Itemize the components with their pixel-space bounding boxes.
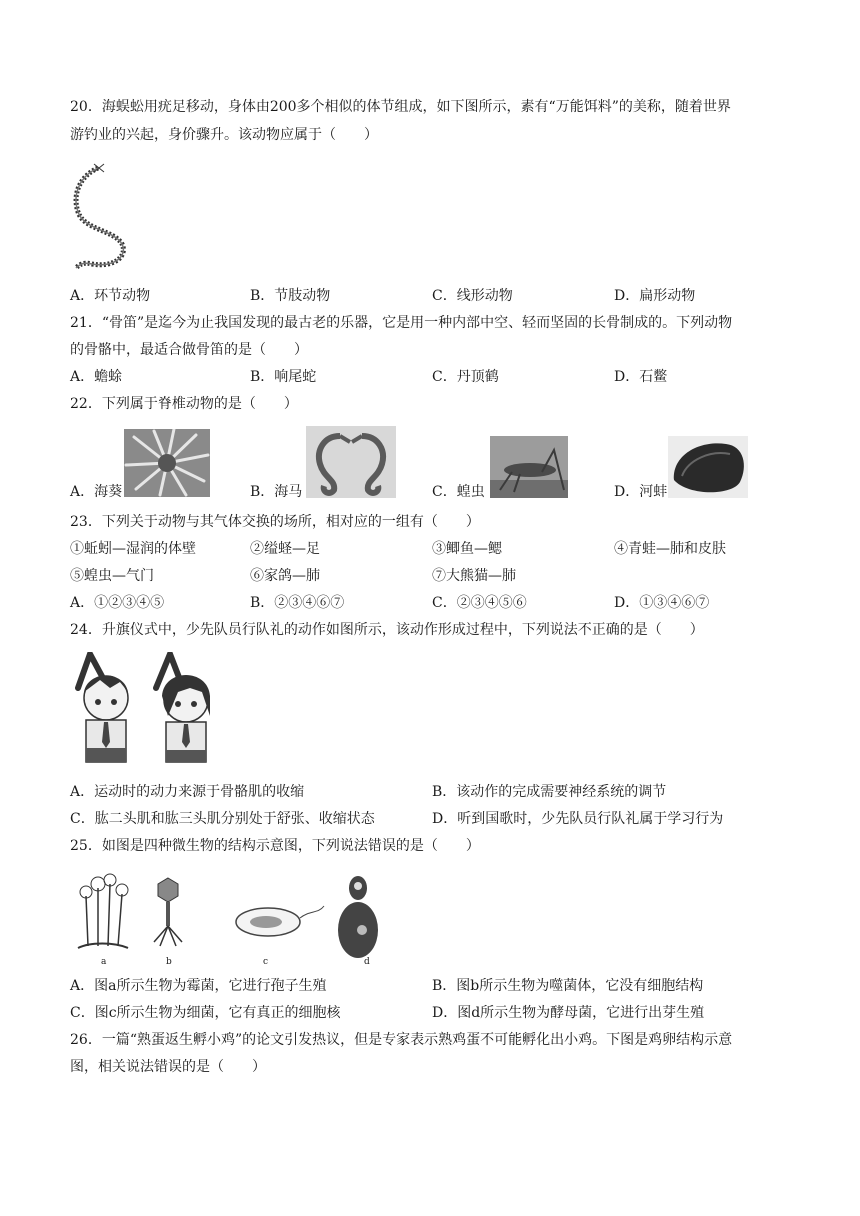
q23-item-4: ④青蛙—肺和皮肤	[614, 541, 726, 557]
q23-item-1: ①蚯蚓—湿润的体壁	[70, 541, 196, 557]
q20-option-c: C．线形动物	[432, 288, 513, 304]
locust-photo	[490, 436, 568, 498]
q23-item-6: ⑥家鸽—肺	[250, 568, 320, 584]
mussel-photo	[668, 436, 748, 498]
sea-anemone-photo	[124, 429, 210, 497]
seahorse-photo	[306, 426, 396, 498]
q22-stem: 22．下列属于脊椎动物的是（ ）	[70, 396, 298, 412]
q24-option-d: D．听到国歌时，少先队员行队礼属于学习行为	[432, 811, 724, 827]
q20-option-b: B．节肢动物	[250, 288, 331, 304]
q23-item-2: ②缢蛏—足	[250, 541, 320, 557]
q24-option-a: A．运动时的动力来源于骨骼肌的收缩	[70, 784, 305, 800]
q24-option-c: C．肱二头肌和肱三头肌分别处于舒张、收缩状态	[70, 811, 375, 827]
q25-option-d: D．图d所示生物为酵母菌，它进行出芽生殖	[432, 1005, 705, 1021]
q23-item-5: ⑤蝗虫—气门	[70, 568, 154, 584]
q22-option-b: B．海马	[250, 484, 303, 500]
fig-label-b: b	[166, 957, 172, 967]
pioneer-salute-figure	[70, 652, 226, 772]
q22-option-a: A．海葵	[70, 484, 123, 500]
q21-option-c: C．丹顶鹤	[432, 369, 499, 385]
q21-stem-line1: 21．“骨笛”是迄今为止我国发现的最古老的乐器，它是用一种内部中空、轻而坚固的长骨制成的。下列动物	[70, 315, 733, 331]
q23-option-c: C．②③④⑤⑥	[432, 595, 527, 611]
q23-item-3: ③鲫鱼—鳃	[432, 541, 502, 557]
q23-option-a: A．①②③④⑤	[70, 595, 165, 611]
q21-option-a: A．蟾蜍	[70, 369, 123, 385]
fig-label-d: d	[364, 957, 370, 967]
mold-drawing	[78, 874, 128, 948]
q20-option-d: D．扁形动物	[614, 288, 696, 304]
bacterium-drawing	[236, 906, 324, 936]
q24-option-b: B．该动作的完成需要神经系统的调节	[432, 784, 667, 800]
bacteriophage-drawing	[154, 878, 182, 946]
q20-stem-line1: 20．海蜈蚣用疣足移动，身体由200多个相似的体节组成，如下图所示，素有“万能饵料”的美称，随着世界	[70, 99, 731, 115]
q22-option-d: D．河蚌	[614, 484, 668, 500]
q22-option-c: C．蝗虫	[432, 484, 485, 500]
fig-label-a: a	[101, 957, 107, 967]
q23-option-d: D．①③④⑥⑦	[614, 595, 710, 611]
q25-option-c: C．图c所示生物为细菌，它有真正的细胞核	[70, 1005, 341, 1021]
yeast-drawing	[338, 876, 378, 958]
q25-stem: 25．如图是四种微生物的结构示意图，下列说法错误的是（ ）	[70, 838, 480, 854]
q21-stem-line2: 的骨骼中，最适合做骨笛的是（ ）	[70, 342, 308, 358]
q26-stem-line1: 26．一篇“熟蛋返生孵小鸡”的论文引发热议，但是专家表示熟鸡蛋不可能孵化出小鸡。下图是鸡卵结构示意	[70, 1032, 733, 1048]
q26-stem-line2: 图，相关说法错误的是（ ）	[70, 1059, 266, 1075]
q25-option-b: B．图b所示生物为噬菌体，它没有细胞结构	[432, 978, 704, 994]
fig-label-c: c	[263, 957, 269, 967]
sea-centipede-figure	[70, 160, 138, 272]
q21-option-b: B．响尾蛇	[250, 369, 317, 385]
q21-option-d: D．石鳖	[614, 369, 668, 385]
q23-item-7: ⑦大熊猫—肺	[432, 568, 516, 584]
q23-stem: 23．下列关于动物与其气体交换的场所，相对应的一组有（ ）	[70, 514, 480, 530]
microorganisms-figure	[70, 866, 390, 970]
q20-stem-line2: 游钓业的兴起，身价骤升。该动物应属于（ ）	[70, 127, 378, 143]
q24-stem: 24．升旗仪式中，少先队员行队礼的动作如图所示，该动作形成过程中，下列说法不正确的是（ ）	[70, 622, 704, 638]
q25-option-a: A．图a所示生物为霉菌，它进行孢子生殖	[70, 978, 327, 994]
q23-option-b: B．②③④⑥⑦	[250, 595, 345, 611]
q20-option-a: A．环节动物	[70, 288, 151, 304]
